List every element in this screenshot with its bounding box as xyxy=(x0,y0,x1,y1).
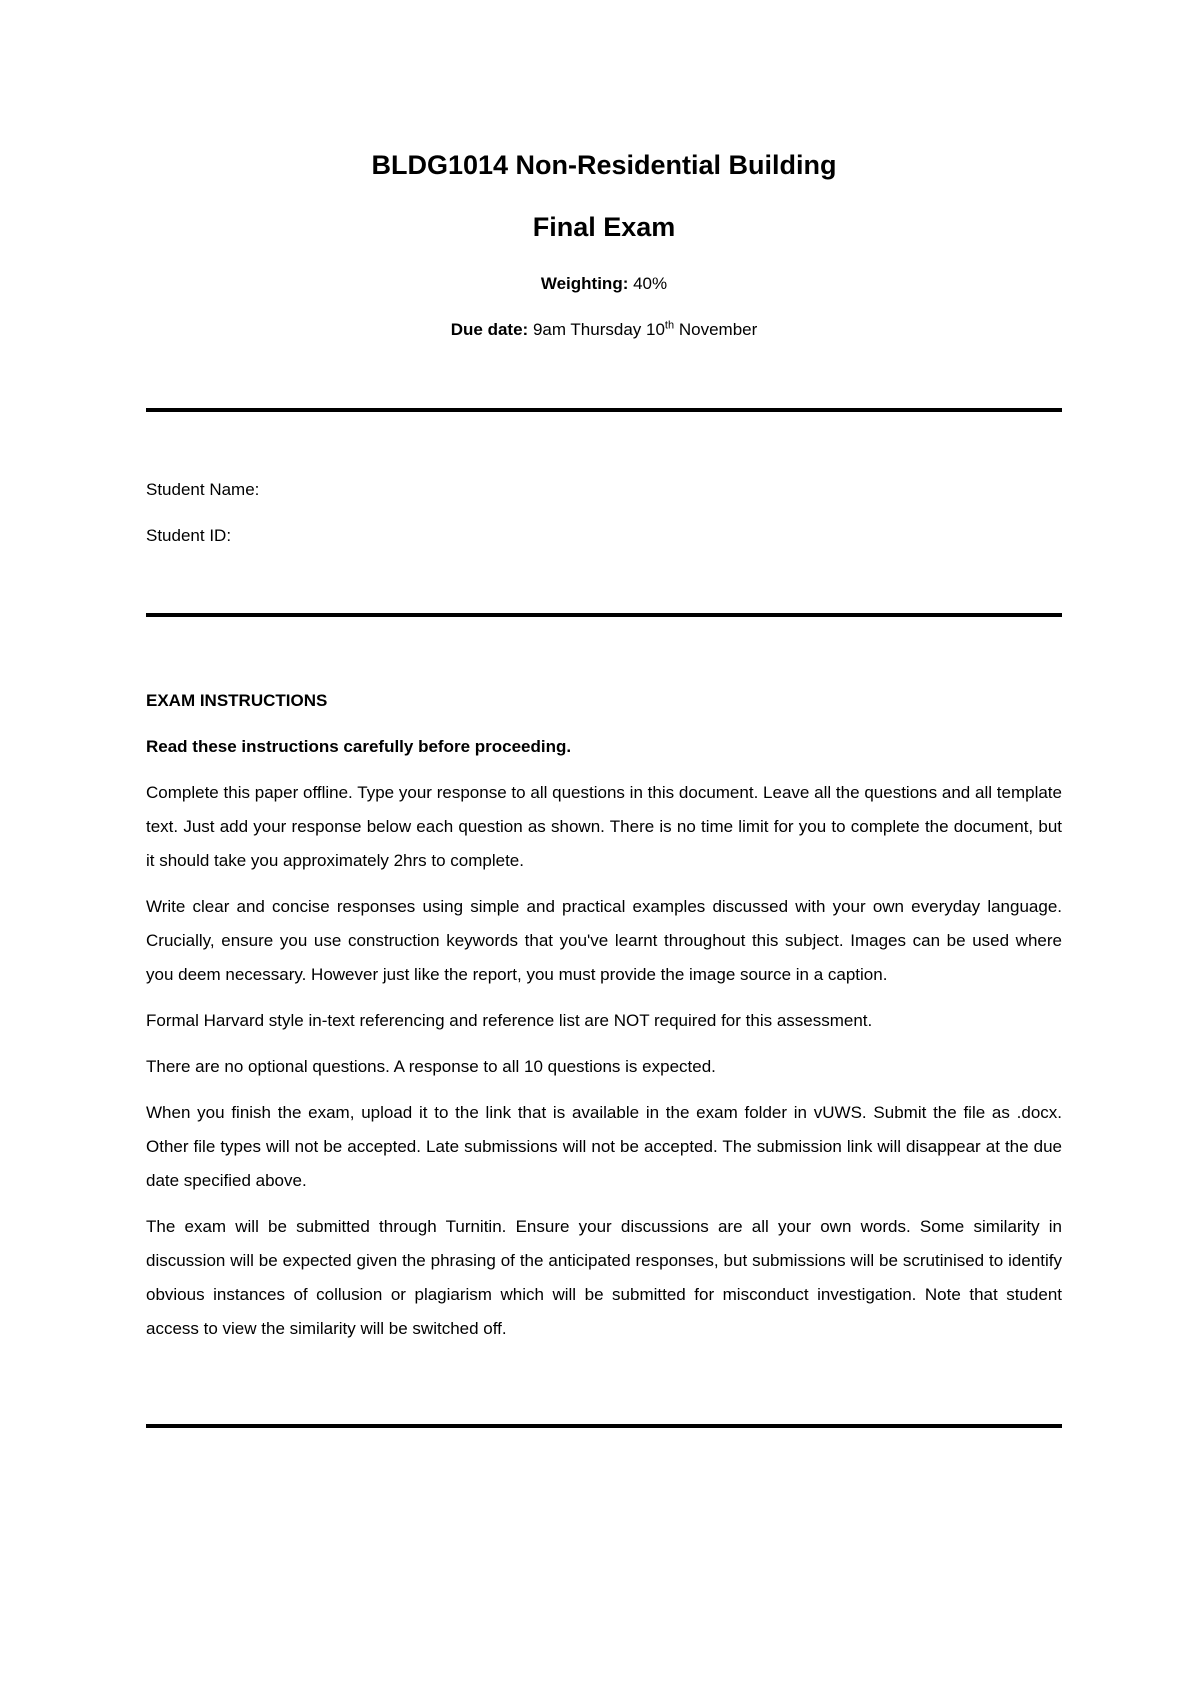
due-date-text: 9am Thursday 10 xyxy=(532,320,665,339)
weighting-label: Weighting: xyxy=(540,274,629,293)
due-date-value xyxy=(533,320,757,339)
document-title: BLDG1014 Non-Residential Building xyxy=(371,150,837,180)
instruction-paragraph: There are no optional questions. A response to all 10 questions is expected. xyxy=(146,1057,716,1076)
due-date-label: Due date: xyxy=(450,320,529,339)
student-name-label: Student Name: xyxy=(146,480,260,499)
horizontal-rule-bottom xyxy=(146,1424,1062,1428)
due-date-line xyxy=(146,318,1062,342)
document-subtitle: Final Exam xyxy=(532,212,676,242)
instruction-paragraph: Complete this paper offline. Type your response to all questions in this document. Leave all the questions and all template text. Just add your response below each question as shown. There is no time limit for you to complete the document, but it should take you approximately 2hrs to complete. xyxy=(146,783,1062,870)
instruction-paragraph: When you finish the exam, upload it to the link that is available in the exam folder in vUWS. Submit the file as .docx. Other file types will not be accepted. Late submissions will not be accepted. The submission link will disappear at the due date specified above. xyxy=(146,1103,1062,1190)
horizontal-rule-middle xyxy=(146,613,1062,617)
instruction-paragraph: The exam will be submitted through Turnitin. Ensure your discussions are all your own words. Some similarity in discussion will be expected given the phrasing of the anticipated responses, but submissions will be scrutinised to identify obvious instances of collusion or plagiarism which will be submitted for misconduct investigation. Note that student access to view the similarity will be switched off. xyxy=(146,1217,1062,1338)
exam-instructions xyxy=(146,684,1062,1358)
instructions-lead: Read these instructions carefully before proceeding. xyxy=(146,737,572,756)
horizontal-rule-top xyxy=(146,408,1062,412)
weighting-line xyxy=(146,272,1062,296)
student-id-label: Student ID: xyxy=(146,526,232,545)
weighting-value: 40% xyxy=(633,274,668,293)
instruction-paragraph: Write clear and concise responses using simple and practical examples discussed with your own everyday language. Crucially, ensure you use construction keywords that you've learnt throughout this subject. Images can be used where you deem necessary. However just like the report, you must provide the image source in a caption. xyxy=(146,897,1062,984)
instructions-heading: EXAM INSTRUCTIONS xyxy=(146,691,328,710)
due-date-month: November xyxy=(678,320,758,339)
instruction-paragraph: Formal Harvard style in-text referencing and reference list are NOT required for this assessment. xyxy=(146,1011,873,1030)
due-date-ordinal: th xyxy=(664,319,675,332)
